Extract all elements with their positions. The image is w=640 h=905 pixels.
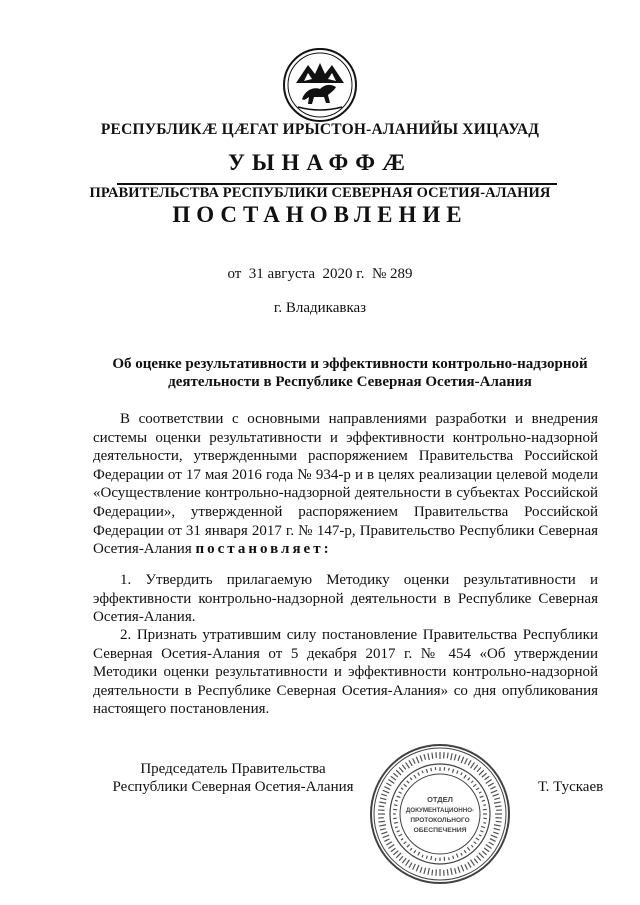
stamp-glyph-mark	[379, 802, 386, 803]
stamp-glyph-mark	[401, 839, 403, 841]
stamp-glyph-mark	[420, 755, 422, 761]
stamp-glyph-mark	[496, 821, 502, 822]
stamp-glyph-mark	[399, 767, 403, 772]
resolution-keyword: постановляет:	[195, 541, 332, 558]
stamp-glyph-mark	[479, 853, 484, 858]
stamp-glyph-mark	[494, 825, 501, 826]
stamp-glyph-mark	[386, 783, 391, 786]
stamp-glyph-mark	[416, 865, 419, 871]
stamp-glyph-mark	[420, 867, 422, 872]
stamp-glyph-mark	[393, 851, 398, 855]
item-2-paragraph: 2. Признать утратившим силу постановление Правительства Республики Северная Осетия-Алания от 5 декабря 2017 г. № 454 «Об утверждении Методики оценки результативности и эффективности контрольно-надзорной деятельности в Республике Северная Осетия-Алания» со дня опубликования настоящего постановления.	[93, 627, 598, 718]
stamp-glyph-mark	[431, 856, 432, 860]
stamp-glyph-mark	[413, 864, 416, 870]
stamp-glyph-mark	[402, 765, 406, 770]
stamp-glyph-mark	[380, 829, 386, 831]
stamp-glyph-mark	[383, 835, 389, 838]
stamp-glyph-mark	[490, 787, 495, 790]
stamp-glyph-mark	[461, 773, 462, 775]
stamp-glyph-mark	[447, 869, 448, 875]
stamp-line-1: ОТДЕЛ	[427, 795, 453, 804]
stamp-glyph-mark	[474, 842, 477, 844]
item-1-paragraph: 1. Утвердить прилагаемую Методику оценки результативности и эффективности контрольно-надзорной деятельности в Республике Северная Осетия-Алания.	[93, 572, 598, 626]
stamp-glyph-mark	[399, 856, 403, 860]
stamp-glyph-mark	[380, 798, 386, 800]
stamp-glyph-mark	[379, 821, 385, 822]
stamp-glyph-mark	[461, 757, 464, 763]
stamp-glyph-mark	[476, 788, 479, 790]
stamp-glyph-mark	[464, 775, 466, 778]
stamp-glyph-mark	[486, 845, 492, 849]
stamp-glyph-mark	[491, 835, 497, 838]
stamp-glyph-mark	[482, 773, 487, 777]
document-title: Об оценке результативности и эффективности контрольно-надзорной деятельности в Республике Северная Осетия-Алания	[112, 356, 588, 390]
stamp-glyph-mark	[480, 796, 484, 798]
stamp-glyph-mark	[414, 850, 416, 853]
stamp-glyph-mark	[477, 856, 481, 861]
stamp-glyph-mark	[426, 856, 427, 859]
stamp-glyph-mark	[484, 848, 489, 852]
stamp-glyph-mark	[428, 868, 429, 875]
stamp-glyph-mark	[476, 838, 479, 840]
stamp-glyph-mark	[483, 805, 486, 806]
stamp-glyph-mark	[428, 753, 429, 760]
official-round-stamp	[368, 742, 512, 886]
stamp-glyph-mark	[473, 784, 476, 787]
stamp-glyph-mark	[456, 854, 458, 858]
stamp-glyph-mark	[426, 769, 427, 773]
stamp-glyph-mark	[494, 802, 501, 803]
stamp-glyph-mark	[490, 839, 496, 842]
stamp-glyph-mark	[386, 842, 392, 845]
stamp-glyph-mark	[397, 831, 400, 832]
stamp-glyph-mark	[432, 753, 433, 759]
stamp-line-4: ОБЕСПЕЧЕНИЯ	[413, 827, 467, 834]
stamp-glyph-mark	[399, 834, 403, 836]
stamp-glyph-mark	[393, 773, 397, 777]
stamp-glyph-mark	[394, 805, 397, 806]
stamp-glyph-mark	[458, 867, 460, 873]
stamp-glyph-mark	[381, 794, 386, 796]
stamp-line-2: ДОКУМЕНТАЦИОННО-	[405, 807, 475, 814]
stamp-glyph-mark	[409, 863, 412, 868]
stamp-glyph-mark	[424, 754, 426, 760]
coat-of-arms-emblem	[282, 47, 358, 123]
stamp-glyph-mark	[474, 859, 478, 864]
stamp-glyph-mark	[453, 856, 454, 859]
stamp-glyph-mark	[432, 870, 433, 876]
signatory-position	[108, 761, 358, 796]
stamp-glyph-mark	[480, 831, 483, 832]
stamp-glyph-mark	[467, 847, 470, 850]
stamp-glyph-mark	[399, 792, 402, 794]
preamble-paragraph	[93, 410, 598, 559]
stamp-glyph-mark	[451, 753, 452, 760]
stamp-glyph-mark	[396, 853, 401, 858]
stamp-glyph-mark	[418, 852, 420, 856]
stamp-glyph-mark	[486, 780, 492, 784]
stamp-glyph-mark	[391, 776, 396, 780]
stamp-glyph-mark	[410, 778, 412, 780]
stamp-glyph-mark	[413, 758, 416, 763]
republic-header-ossetian: РЕСПУБЛИКӔ ЦӔГАТ ИРЫСТОН-АЛАНИЙЫ ХИЦАУАД	[100, 121, 540, 138]
stamp-glyph-mark	[379, 806, 385, 807]
stamp-glyph-mark	[404, 842, 407, 844]
stamp-glyph-mark	[471, 781, 473, 783]
stamp-glyph-mark	[414, 775, 416, 778]
stamp-glyph-mark	[455, 868, 457, 874]
stamp-glyph-mark	[416, 757, 419, 763]
stamp-glyph-mark	[482, 800, 485, 801]
stamp-glyph-mark	[468, 760, 471, 765]
stamp-glyph-mark	[451, 868, 452, 875]
stamp-glyph-mark	[395, 800, 398, 801]
stamp-glyph-mark	[431, 768, 432, 771]
signatory-position-line-2: Республики Северная Осетия-Алания	[112, 778, 354, 795]
stamp-glyph-mark	[406, 860, 410, 866]
stamp-glyph-mark	[384, 787, 390, 790]
stamp-glyph-mark	[479, 770, 484, 775]
stamp-glyph-mark	[489, 842, 494, 845]
stamp-glyph-mark	[381, 832, 387, 834]
doc-type-ossetian: УЫНАФФӔ	[227, 150, 413, 175]
stamp-glyph-mark	[494, 798, 500, 800]
doc-type-russian: ПОСТАНОВЛЕНИЕ	[172, 202, 468, 227]
stamp-glyph-mark	[479, 835, 481, 836]
stamp-glyph-mark	[422, 855, 423, 858]
stamp-glyph-mark	[479, 792, 481, 793]
government-header-russian: ПРАВИТЕЛЬСТВА РЕСПУБЛИКИ СЕВЕРНАЯ ОСЕТИЯ-АЛАНИЯ	[89, 185, 551, 201]
preamble-text: В соответствии с основными направлениями разработки и внедрения системы оценки результативности и эффективности контрольно-надзорной деятельности, утвержденными распоряжением Правительства Российской Федерации от 17 мая 2016 года № 934-р и в целях реализации целевой модели «Осуществление контрольно-надзорной деятельности в субъектах Российской Федерации», утвержденной распоряжением Правительства Российской Федерации от 31 января 2017 г. № 147-р, Правительство Республики Северная Осетия-Алания	[93, 411, 598, 558]
stamp-glyph-mark	[384, 839, 389, 842]
stamp-glyph-mark	[395, 827, 398, 828]
stamp-glyph-mark	[481, 826, 485, 827]
stamp-glyph-mark	[482, 851, 486, 855]
stamp-glyph-mark	[447, 753, 448, 759]
stamp-glyph-mark	[449, 768, 450, 771]
stamp-glyph-mark	[454, 754, 456, 760]
stamp-glyph-mark	[493, 794, 499, 796]
stamp-glyph-mark	[397, 796, 401, 798]
stamp-glyph-mark	[407, 844, 410, 847]
city: г. Владикавказ	[273, 300, 367, 316]
stamp-glyph-mark	[468, 862, 471, 868]
stamp-glyph-mark	[388, 780, 394, 784]
stamp-glyph-mark	[493, 832, 498, 834]
stamp-glyph-mark	[388, 845, 394, 849]
stamp-glyph-mark	[468, 778, 470, 781]
signatory-name: Т. Тускаев	[538, 779, 604, 795]
stamp-glyph-mark	[457, 771, 458, 774]
stamp-glyph-mark	[488, 783, 494, 786]
stamp-glyph-mark	[461, 865, 464, 871]
stamp-glyph-mark	[449, 857, 450, 860]
stamp-glyph-mark	[422, 771, 423, 774]
stamp-glyph-mark	[494, 828, 500, 830]
stamp-glyph-mark	[465, 758, 468, 764]
stamp-glyph-mark	[471, 860, 475, 866]
stamp-glyph-mark	[410, 848, 412, 850]
stamp-glyph-mark	[407, 781, 409, 783]
stamp-glyph-mark	[396, 770, 401, 775]
stamp-glyph-mark	[471, 762, 475, 768]
stamp-glyph-mark	[465, 864, 468, 869]
stamp-glyph-mark	[491, 790, 497, 793]
stamp-glyph-mark	[404, 784, 407, 787]
stamp-glyph-mark	[474, 765, 478, 770]
stamp-line-3: ПРОТОКОЛЬНОГО	[410, 817, 470, 824]
stamp-glyph-mark	[394, 822, 398, 823]
stamp-glyph-mark	[391, 848, 396, 852]
stamp-ring-lettering	[378, 752, 502, 876]
stamp-glyph-mark	[379, 825, 386, 826]
stamp-glyph-mark	[402, 858, 406, 863]
stamp-glyph-mark	[406, 762, 410, 768]
signatory-position-line-1: Председатель Правительства	[140, 761, 326, 777]
stamp-glyph-mark	[452, 769, 453, 773]
stamp-glyph-mark	[485, 776, 490, 780]
stamp-glyph-mark	[458, 755, 460, 760]
stamp-glyph-mark	[409, 760, 412, 766]
stamp-glyph-mark	[383, 790, 389, 793]
stamp-glyph-mark	[464, 850, 466, 853]
stamp-glyph-mark	[483, 823, 486, 824]
stamp-glyph-mark	[401, 788, 403, 790]
stamp-glyph-mark	[418, 773, 420, 776]
stamp-glyph-mark	[424, 868, 426, 874]
stamp-glyph-mark	[461, 853, 462, 855]
date-and-number: от 31 августа 2020 г. № 289	[227, 266, 413, 282]
stamp-glyph-mark	[477, 767, 481, 771]
stamp-glyph-mark	[471, 845, 473, 847]
stamp-glyph-mark	[495, 806, 501, 807]
